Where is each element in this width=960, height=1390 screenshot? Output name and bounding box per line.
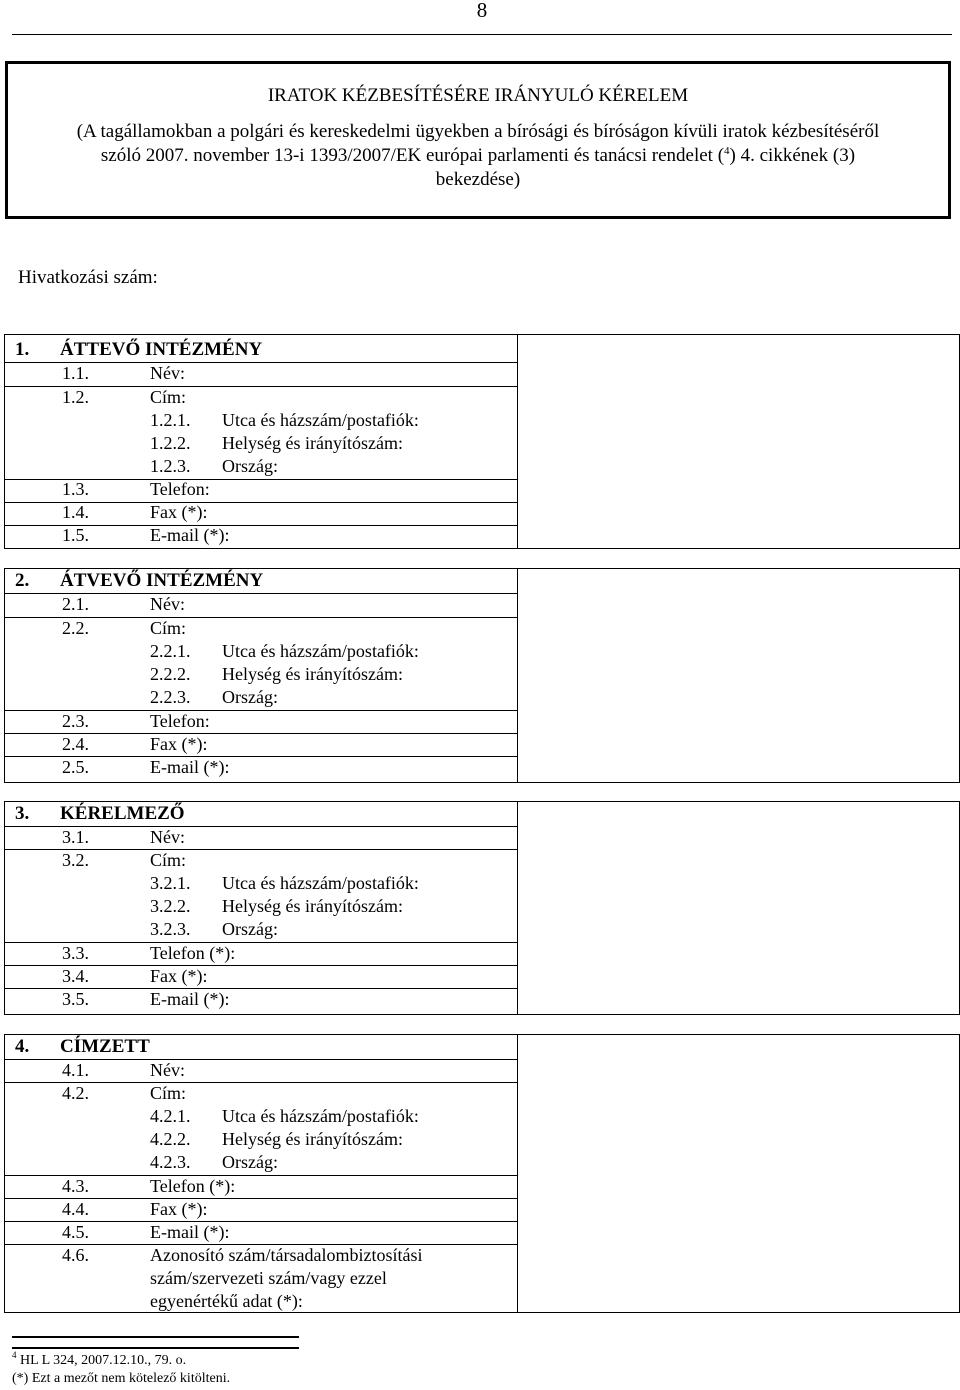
field-4-6-label-line-2: szám/szervezeti szám/vagy ezzel — [150, 1268, 387, 1288]
field-4-6-num: 4.6. — [62, 1245, 89, 1265]
section-3-heading — [15, 802, 185, 825]
field-3-2-1[interactable] — [150, 872, 419, 895]
field-3-2-3-num: 3.2.3. — [150, 919, 191, 939]
field-2-2-1[interactable] — [150, 640, 419, 663]
field-4-2-2[interactable] — [150, 1128, 403, 1151]
field-4-5-label: E-mail (*): — [150, 1222, 230, 1242]
field-2-5-num: 2.5. — [62, 757, 89, 777]
field-4-2-1-num: 4.2.1. — [150, 1106, 191, 1126]
field-3-3-num: 3.3. — [62, 943, 89, 963]
field-4-4[interactable] — [62, 1198, 208, 1221]
field-4-6-cont-2 — [150, 1290, 303, 1313]
field-2-5[interactable] — [62, 756, 229, 779]
field-1-2-2[interactable] — [150, 432, 403, 455]
field-2-2-2-num: 2.2.2. — [150, 664, 191, 684]
field-1-3[interactable] — [62, 478, 210, 501]
field-2-1[interactable] — [62, 593, 185, 616]
field-2-2-3[interactable] — [150, 686, 278, 709]
field-3-5[interactable] — [62, 988, 229, 1011]
field-3-4-num: 3.4. — [62, 966, 89, 986]
section-1-number: 1. — [15, 339, 30, 360]
field-4-5-num: 4.5. — [62, 1222, 89, 1242]
header-box — [5, 61, 951, 219]
field-3-1-num: 3.1. — [62, 827, 89, 847]
field-1-2-1[interactable] — [150, 409, 419, 432]
field-1-5[interactable] — [62, 524, 229, 547]
field-4-5[interactable] — [62, 1221, 229, 1244]
section-1-title: ÁTTEVŐ INTÉZMÉNY — [60, 339, 263, 360]
section-3-number: 3. — [15, 803, 30, 824]
field-4-6[interactable] — [62, 1244, 422, 1267]
field-4-1-num: 4.1. — [62, 1060, 89, 1080]
field-1-4-num: 1.4. — [62, 502, 89, 522]
field-1-4-label: Fax (*): — [150, 502, 208, 522]
field-3-2-2-label: Helység és irányítószám: — [222, 896, 403, 916]
field-2-2-num: 2.2. — [62, 618, 89, 638]
field-4-2-3-num: 4.2.3. — [150, 1152, 191, 1172]
reference-number-label: Hivatkozási szám: — [18, 267, 158, 288]
field-3-2-1-num: 3.2.1. — [150, 873, 191, 893]
field-2-3[interactable] — [62, 710, 210, 733]
field-2-4-label: Fax (*): — [150, 734, 208, 754]
field-2-3-label: Telefon: — [150, 711, 210, 731]
field-3-2-3-label: Ország: — [222, 919, 278, 939]
field-1-2-2-label: Helység és irányítószám: — [222, 433, 403, 453]
field-4-2-2-label: Helység és irányítószám: — [222, 1129, 403, 1149]
field-4-2-label: Cím: — [150, 1083, 187, 1103]
field-1-2[interactable] — [62, 386, 186, 409]
field-2-2-label: Cím: — [150, 618, 187, 638]
footnote-1-marker: 4 — [12, 1350, 17, 1360]
field-3-3[interactable] — [62, 942, 235, 965]
field-1-2-3[interactable] — [150, 455, 278, 478]
field-4-2-num: 4.2. — [62, 1083, 89, 1103]
field-3-2-2[interactable] — [150, 895, 403, 918]
field-1-3-label: Telefon: — [150, 479, 210, 499]
field-1-1-num: 1.1. — [62, 363, 89, 383]
form-title: IRATOK KÉZBESÍTÉSÉRE IRÁNYULÓ KÉRELEM — [267, 85, 689, 106]
footnote-1-text: HL L 324, 2007.12.10., 79. o. — [20, 1353, 187, 1368]
field-2-2-2-label: Helység és irányítószám: — [222, 664, 403, 684]
footnote-1 — [12, 1352, 186, 1369]
section-receiving-agency — [4, 568, 960, 783]
field-2-2-3-label: Ország: — [222, 687, 278, 707]
field-1-2-1-num: 1.2.1. — [150, 410, 191, 430]
field-2-2-1-label: Utca és házszám/postafiók: — [222, 641, 419, 661]
section-4-title: CÍMZETT — [60, 1036, 150, 1057]
field-1-5-label: E-mail (*): — [150, 525, 230, 545]
field-3-2-1-label: Utca és házszám/postafiók: — [222, 873, 419, 893]
field-2-5-label: E-mail (*): — [150, 757, 230, 777]
field-3-2-num: 3.2. — [62, 850, 89, 870]
regulation-line-3: bekezdése) — [435, 169, 521, 190]
footnote-optional-field: (*) Ezt a mezőt nem kötelező kitölteni. — [12, 1371, 231, 1386]
field-3-1[interactable] — [62, 826, 185, 849]
field-2-1-num: 2.1. — [62, 594, 89, 614]
field-4-6-label-line-3: egyenértékű adat (*): — [150, 1291, 303, 1311]
field-1-4[interactable] — [62, 501, 208, 524]
field-1-2-3-num: 1.2.3. — [150, 456, 191, 476]
field-4-1-label: Név: — [150, 1060, 185, 1080]
field-4-4-num: 4.4. — [62, 1199, 89, 1219]
field-2-2-2[interactable] — [150, 663, 403, 686]
section-2-number: 2. — [15, 570, 30, 591]
field-3-1-label: Név: — [150, 827, 185, 847]
field-2-4[interactable] — [62, 733, 208, 756]
field-1-1-label: Név: — [150, 363, 185, 383]
section-2-title: ÁTVEVŐ INTÉZMÉNY — [60, 570, 264, 591]
section-transmitting-agency — [4, 334, 960, 549]
field-2-4-num: 2.4. — [62, 734, 89, 754]
field-3-2-2-num: 3.2.2. — [150, 896, 191, 916]
field-1-2-label: Cím: — [150, 387, 187, 407]
page-number: 8 — [476, 0, 488, 22]
field-4-6-cont-1 — [150, 1267, 387, 1290]
field-4-6-label: Azonosító szám/társadalombiztosítási — [150, 1245, 423, 1265]
field-1-3-num: 1.3. — [62, 479, 89, 499]
regulation-line-2 — [8, 144, 948, 168]
field-4-3-label: Telefon (*): — [150, 1176, 236, 1196]
top-rule — [12, 34, 952, 35]
section-addressee — [4, 1034, 960, 1313]
field-3-4[interactable] — [62, 965, 208, 988]
regulation-line-2-end: ) 4. cikkének (3) — [729, 145, 856, 166]
footnote-ref[interactable]: 4 — [724, 145, 730, 157]
field-4-2-1[interactable] — [150, 1105, 419, 1128]
field-3-4-label: Fax (*): — [150, 966, 208, 986]
section-4-number: 4. — [15, 1036, 30, 1057]
field-3-2-3[interactable] — [150, 918, 278, 941]
field-1-2-1-label: Utca és házszám/postafiók: — [222, 410, 419, 430]
field-3-2-label: Cím: — [150, 850, 187, 870]
field-3-5-num: 3.5. — [62, 989, 89, 1009]
field-3-3-label: Telefon (*): — [150, 943, 236, 963]
field-4-2[interactable] — [62, 1082, 186, 1105]
section-3-title: KÉRELMEZŐ — [60, 803, 185, 824]
field-1-2-2-num: 1.2.2. — [150, 433, 191, 453]
section-1-heading — [15, 338, 262, 361]
field-2-2-3-num: 2.2.3. — [150, 687, 191, 707]
section-4-heading — [15, 1035, 150, 1058]
field-2-2-1-num: 2.2.1. — [150, 641, 191, 661]
field-4-2-1-label: Utca és házszám/postafiók: — [222, 1106, 419, 1126]
regulation-line-2-text: szóló 2007. november 13-i 1393/2007/EK európai parlamenti és tanácsi rendelet ( — [100, 145, 725, 166]
field-3-5-label: E-mail (*): — [150, 989, 230, 1009]
field-4-4-label: Fax (*): — [150, 1199, 208, 1219]
regulation-line-1: (A tagállamokban a polgári és kereskedelmi ügyekben a bírósági és bíróságon kívüli iratok kézbesítéséről — [76, 121, 880, 142]
section-2-heading — [15, 569, 263, 592]
field-2-3-num: 2.3. — [62, 711, 89, 731]
field-1-1[interactable] — [62, 362, 185, 385]
field-4-3-num: 4.3. — [62, 1176, 89, 1196]
field-3-2[interactable] — [62, 849, 186, 872]
field-4-3[interactable] — [62, 1175, 235, 1198]
section-applicant — [4, 801, 960, 1015]
footnote-separator-2 — [12, 1347, 299, 1349]
field-1-5-num: 1.5. — [62, 525, 89, 545]
field-1-2-3-label: Ország: — [222, 456, 278, 476]
field-2-1-label: Név: — [150, 594, 185, 614]
field-4-2-3-label: Ország: — [222, 1152, 278, 1172]
field-4-2-2-num: 4.2.2. — [150, 1129, 191, 1149]
footnote-separator — [12, 1336, 299, 1338]
field-1-2-num: 1.2. — [62, 387, 89, 407]
field-2-2[interactable] — [62, 617, 186, 640]
field-4-2-3[interactable] — [150, 1151, 278, 1174]
field-4-1[interactable] — [62, 1059, 185, 1082]
